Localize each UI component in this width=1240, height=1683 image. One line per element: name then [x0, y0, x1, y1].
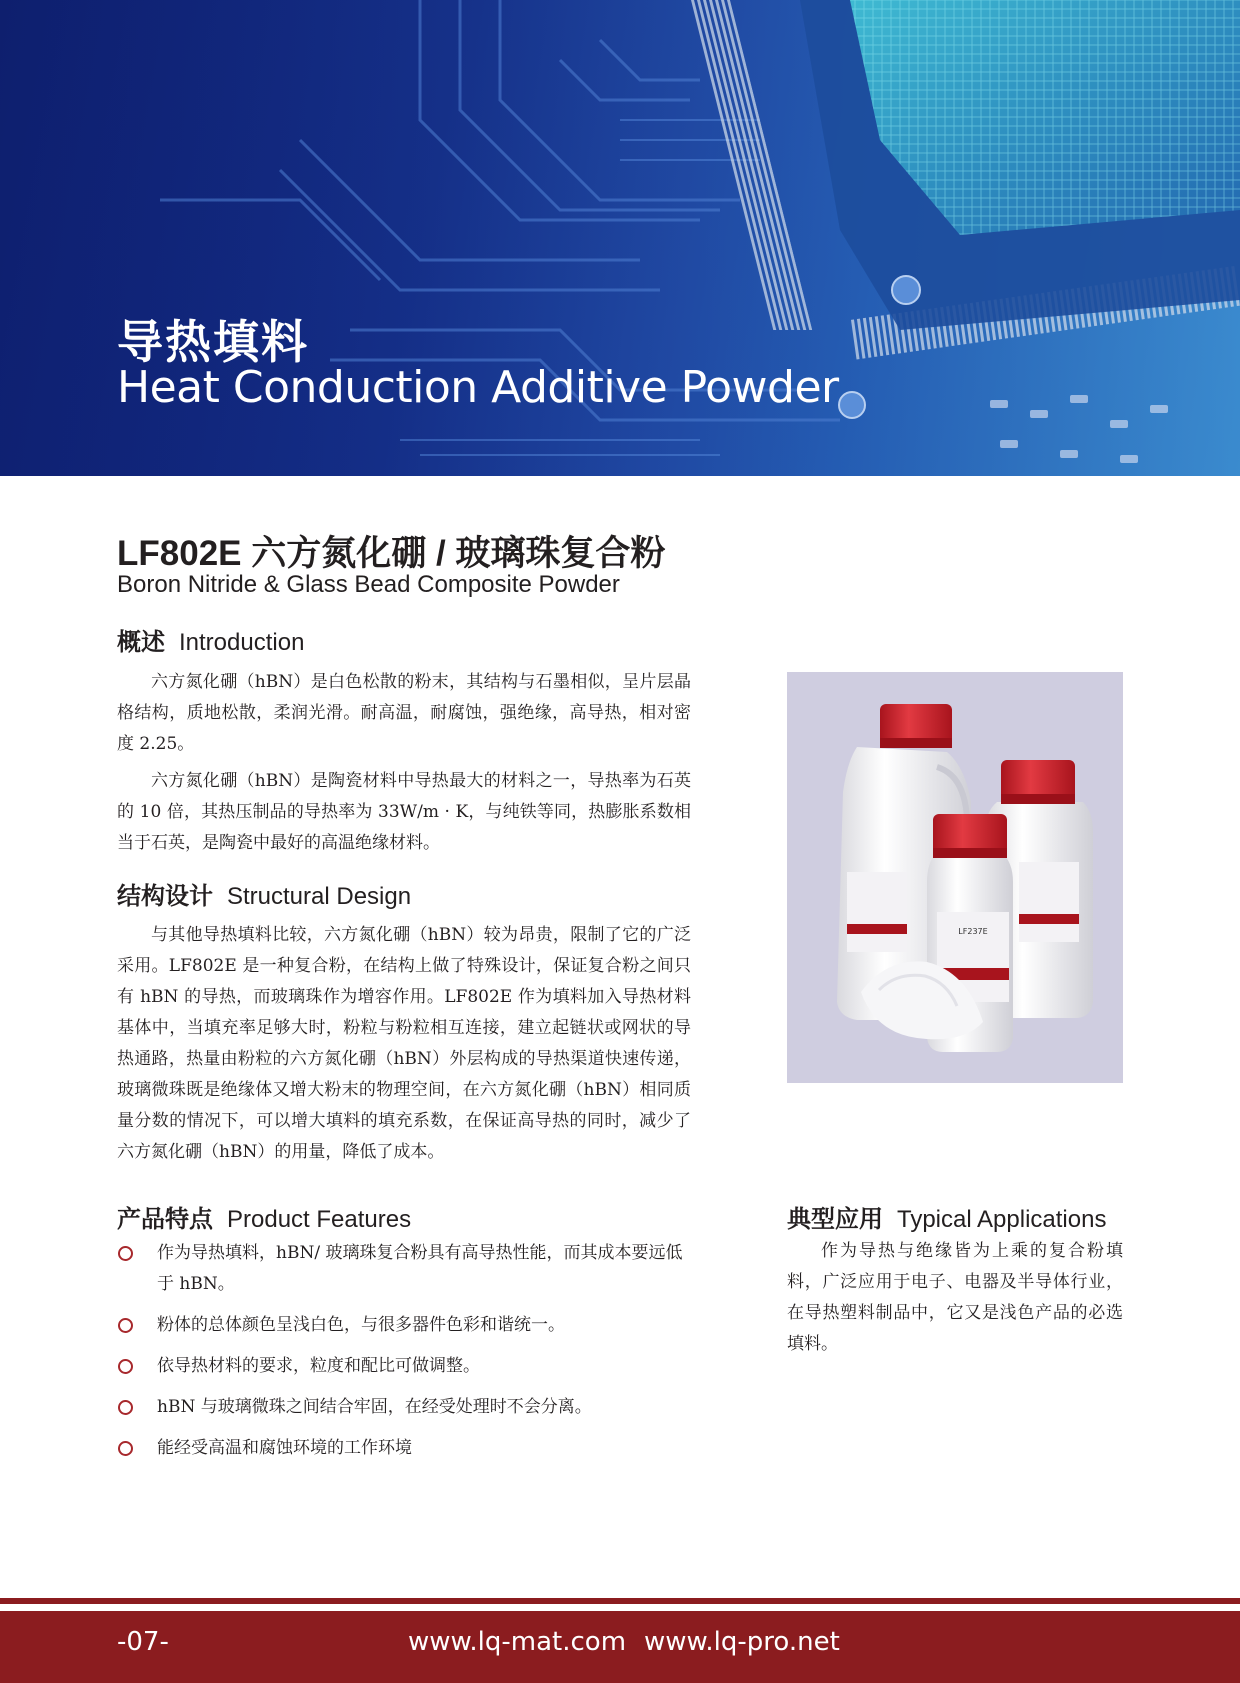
ring-bullet-icon — [118, 1246, 133, 1261]
header-banner — [0, 0, 1240, 476]
product-bottles-image — [787, 672, 1123, 1083]
ring-bullet-icon — [118, 1318, 133, 1333]
heading-cn: 结构设计 — [117, 883, 213, 910]
banner-title-en: Heat Conduction Additive Powder — [117, 362, 839, 413]
jar-label-text: LF237E — [958, 927, 988, 936]
website-link-lq-mat[interactable]: www.lq-mat.com — [408, 1627, 627, 1657]
feature-item — [117, 1433, 697, 1464]
section-heading-typical-applications — [787, 1199, 1106, 1234]
website-link-lq-pro[interactable]: www.lq-pro.net — [644, 1627, 840, 1657]
structure-paragraph: 与其他导热填料比较，六方氮化硼（hBN）较为昂贵，限制了它的广泛采用。LF802E 是一种复合粉，在结构上做了特殊设计，保证复合粉之间只有 hBN 的导热，而玻璃珠作为增容作用。LF802E 作为填料加入导热材料基体中，当填充率足够大时，粉粒与粉粒相互连接，建立起链状或网状的导热通路，热量由粉粒的六方氮化硼（hBN）外层构成的导热渠道快速传递，玻璃微珠既是绝缘体又增大粉末的物理空间，在六方氮化硼（hBN）相同质量分数的情况下，可以增大填料的填充系数，在保证高导热的同时，减少了六方氮化硼（hBN）的用量，降低了成本。 — [117, 925, 691, 1162]
footer-divider — [0, 1598, 1240, 1604]
ring-bullet-icon — [118, 1359, 133, 1374]
feature-text: 粉体的总体颜色呈浅白色，与很多器件色彩和谐统一。 — [157, 1315, 565, 1335]
section-heading-structural-design — [117, 876, 411, 911]
ring-bullet-icon — [118, 1400, 133, 1415]
heading-en: Product Features — [227, 1206, 412, 1233]
heading-en: Structural Design — [227, 883, 412, 910]
heading-cn: 产品特点 — [117, 1206, 213, 1233]
feature-text: 依导热材料的要求，粒度和配比可做调整。 — [157, 1356, 480, 1376]
heading-en: Introduction — [179, 629, 305, 656]
product-photo — [787, 672, 1123, 1083]
section-heading-product-features — [117, 1199, 411, 1234]
ring-bullet-icon — [118, 1441, 133, 1456]
feature-text: 作为导热填料，hBN/ 玻璃珠复合粉具有高导热性能，而其成本要远低于 hBN。 — [157, 1243, 683, 1294]
heading-cn: 概述 — [117, 629, 165, 656]
product-subtitle: Boron Nitride & Glass Bead Composite Powder — [117, 571, 620, 598]
heading-cn: 典型应用 — [787, 1206, 883, 1233]
product-title: LF802E 六方氮化硼 / 玻璃珠复合粉 — [117, 534, 666, 573]
feature-item — [117, 1310, 697, 1341]
page-number: -07- — [117, 1627, 169, 1657]
feature-text: hBN 与玻璃微珠之间结合牢固，在经受处理时不会分离。 — [157, 1397, 592, 1417]
heading-en: Typical Applications — [897, 1206, 1107, 1233]
feature-item — [117, 1392, 697, 1423]
footer-bar — [0, 1611, 1240, 1683]
section-heading-introduction — [117, 622, 304, 657]
feature-item — [117, 1351, 697, 1382]
intro-paragraph-2: 六方氮化硼（hBN）是陶瓷材料中导热最大的材料之一，导热率为石英的 10 倍，其热压制品的导热率为 33W/m · K，与纯铁等同，热膨胀系数相当于石英，是陶瓷中最好的高温绝缘材料。 — [117, 771, 691, 853]
banner-title-cn: 导热填料 — [117, 315, 309, 369]
feature-text: 能经受高温和腐蚀环境的工作环境 — [157, 1438, 412, 1458]
feature-item — [117, 1238, 697, 1300]
applications-paragraph: 作为导热与绝缘皆为上乘的复合粉填料，广泛应用于电子、电器及半导体行业，在导热塑料制品中，它又是浅色产品的必选填料。 — [787, 1241, 1123, 1354]
intro-paragraph-1: 六方氮化硼（hBN）是白色松散的粉末，其结构与石墨相似，呈片层晶格结构，质地松散，柔润光滑。耐高温，耐腐蚀，强绝缘，高导热，相对密度 2.25。 — [117, 672, 691, 754]
features-list — [117, 1238, 697, 1474]
